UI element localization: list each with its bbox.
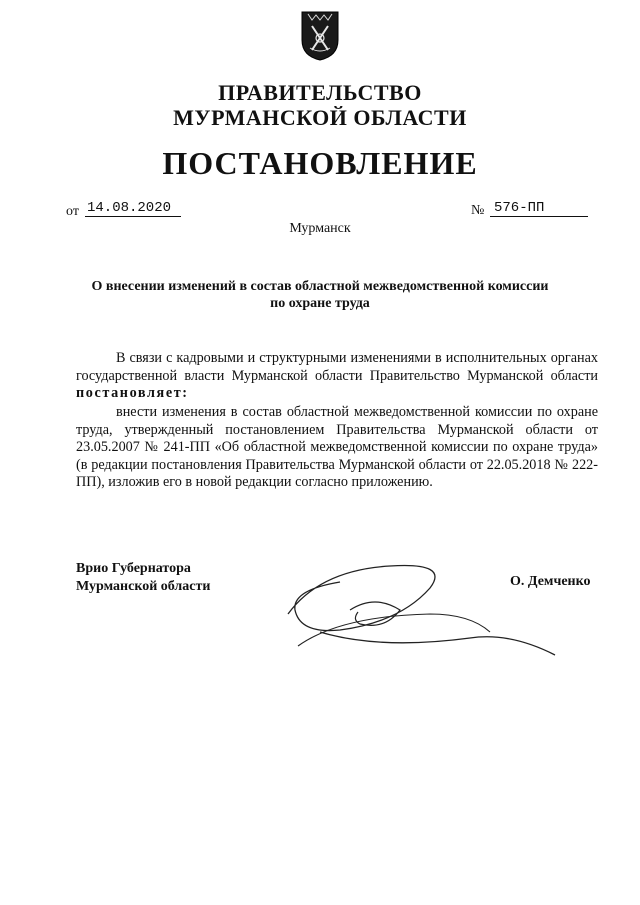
resolution-keyword: постановляет: (76, 385, 189, 401)
government-title-line2: МУРМАНСКОЙ ОБЛАСТИ (173, 105, 467, 130)
government-title-line1: ПРАВИТЕЛЬСТВО (218, 80, 422, 105)
signatory-name: О. Демченко (510, 574, 591, 589)
handwritten-signature (280, 550, 560, 670)
document-type-heading: ПОСТАНОВЛЕНИЕ (162, 145, 478, 181)
document-date: 14.08.2020 (85, 200, 181, 217)
body-paragraph-2 (76, 404, 598, 492)
date-prefix: от (66, 204, 79, 219)
document-subject: О внесении изменений в состав областной межведомственной комиссии по охране труда (91, 279, 549, 311)
coat-of-arms-icon (300, 10, 340, 62)
paragraph-2-text: внести изменения в состав областной межведомственной комиссии по охране труда, утвержденный постановлением Правительства Мурманской области от 23.05.2007 № 241-ПП «Об областной межведомственной комиссии по охране труда» (в редакции постановления Правительства Мурманской области от 22.05.2018 № 222-ПП), изложив его в новой редакции согласно приложению. (76, 404, 598, 490)
document-number: 576-ПП (490, 200, 588, 217)
signatory-title-line1: Врио Губернатора (76, 561, 191, 576)
signatory-title (76, 560, 210, 596)
paragraph-1-text: В связи с кадровыми и структурными изменениями в исполнительных органах государственной власти Мурманской области Правительство Мурманской области (76, 350, 598, 384)
city-name: Мурманск (289, 221, 351, 236)
body-paragraph-1 (76, 350, 598, 403)
signatory-title-line2: Мурманской области (76, 579, 211, 594)
number-prefix: № (471, 203, 485, 218)
